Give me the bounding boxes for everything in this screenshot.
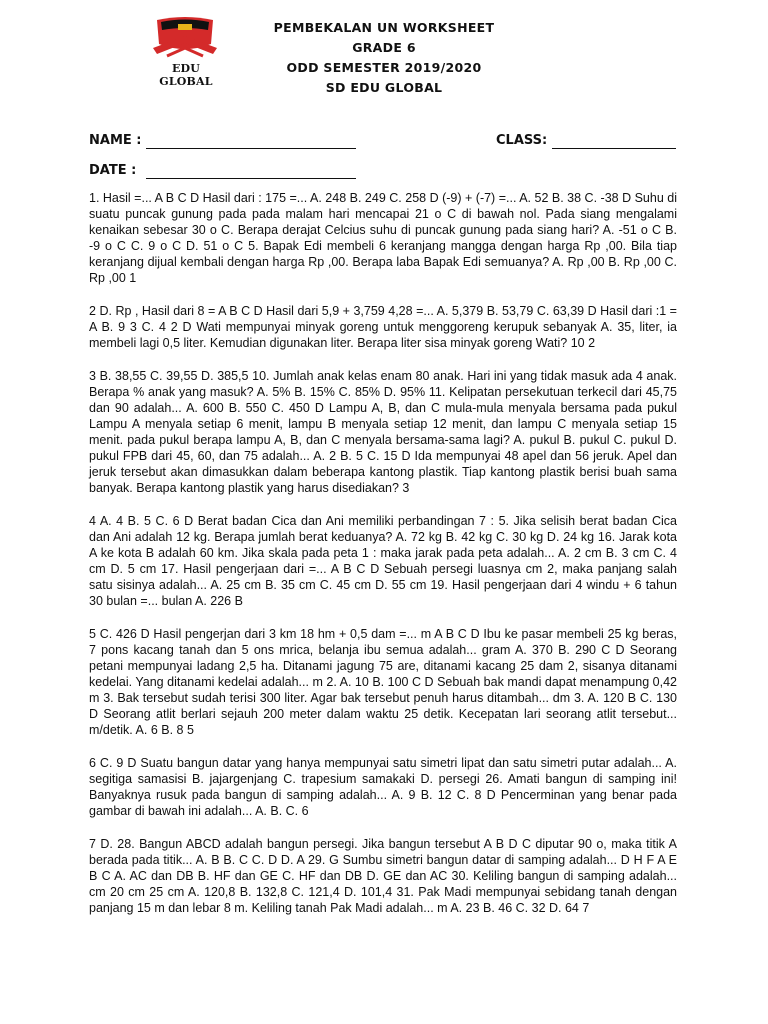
header-semester: ODD SEMESTER 2019/2020 (286, 60, 482, 75)
question-block-1: 1. Hasil =... A B C D Hasil dari : 175 =... A. 248 B. 249 C. 258 D (-9) + (-7) =... A. 52 B. 38 C. -38 D Suhu di suatu puncak gunung pada pada malam hari mencapai 21 o C di bawah nol. Pada siang mengalami kenaikan sebesar 30 o C. Berapa derajat Celcius suhu di puncak gunung pada siang hari? A. -51 o C B. -9 o C C. 9 o C D. 51 o C 5. Bapak Edi membeli 6 keranjang mangga dengan harga Rp ,00. Bila tiap keranjang dijual kembali dengan harga Rp ,00. Berapa laba Bapak Edi semuanya? A. Rp ,00 B. Rp ,00 C. Rp ,00 1 (89, 191, 677, 285)
question-block-4: 4 A. 4 B. 5 C. 6 D Berat badan Cica dan Ani memiliki perbandingan 7 : 5. Jika selisih berat badan Cica dan Ani adalah 12 kg. Berapa jumlah berat keduanya? A. 72 kg B. 42 kg C. 30 kg D. 24 kg 16. Jarak kota A ke kota B adalah 60 km. Jika skala pada peta 1 : maka jarak pada peta adalah... A. 2 cm B. 3 cm C. 4 cm D. 5 cm 17. Hasil pengerjaan dari =... A B C D Sebuah persegi luasnya cm 2, maka panjang salah satu sisinya adalah... A. 25 cm B. 35 cm C. 45 cm D. 55 cm 19. Hasil pengerjaan dari 4 windu + 6 tahun 30 bulan =... bulan A. 226 B (89, 514, 677, 608)
name-input-line[interactable] (146, 148, 356, 149)
question-block-2: 2 D. Rp , Hasil dari 8 = A B C D Hasil dari 5,9 + 3,759 4,28 =... A. 5,379 B. 53,79 C. 63,39 D Hasil dari :1 = A B. 9 3 C. 4 2 D Wati mempunyai minyak goreng untuk menggoreng kerupuk sebanyak A. 35, liter, ia membeli lagi 0,5 liter. Kemudian digunakan liter. Berapa liter sisa minyak goreng Wati? 10 2 (89, 304, 677, 350)
header-title: PEMBEKALAN UN WORKSHEET (273, 20, 495, 35)
date-label: DATE : (89, 163, 137, 178)
header-grade: GRADE 6 (352, 40, 416, 55)
header-school: SD EDU GLOBAL (325, 80, 443, 95)
question-block-3: 3 B. 38,55 C. 39,55 D. 385,5 10. Jumlah anak kelas enam 80 anak. Hari ini yang tidak masuk ada 4 anak. Berapa % anak yang masuk? A. 5% B. 15% C. 85% D. 95% 11. Kelipatan persekutuan terkecil dari 45,75 dan 90 adalah... A. 600 B. 550 C. 450 D Lampu A, B, dan C mula-mula menyala bersama pada pukul Lampu A menyala setiap 6 menit, lampu B menyala setiap 12 menit, dan lampu C menyala setiap 15 menit. pada pukul berapa lampu A, B, dan C menyala bersama-sama lagi? A. pukul B. pukul C. pukul D. pukul FPB dari 45, 60, dan 75 adalah... A. 2 B. 5 C. 15 D Ida mempunyai 48 apel dan 56 jeruk. Apel dan jeruk tersebut akan dimasukkan dalam beberapa kantong plastik. Tiap kantong plastik berisi buah sama banyak. Berapa kantong plastik yang harus disediakan? 3 (89, 369, 677, 495)
question-block-6: 6 C. 9 D Suatu bangun datar yang hanya mempunyai satu simetri lipat dan satu simetri putar adalah... A. segitiga samasisi B. jajargenjang C. trapesium samakaki D. persegi 26. Amati bangun di samping ini! Banyaknya rusuk pada bangun di samping adalah... A. 9 B. 12 C. 8 D Pencerminan yang benar pada gambar di bawah ini adalah... A. B. C. 6 (89, 756, 677, 818)
worksheet-content (89, 190, 677, 933)
name-label: NAME : (89, 133, 142, 148)
class-input-line[interactable] (552, 148, 676, 149)
question-block-7: 7 D. 28. Bangun ABCD adalah bangun persegi. Jika bangun tersebut A B D C diputar 90 o, maka titik A berada pada titik... A. B B. C C. D D. A 29. G Sumbu simetri bangun datar di samping adalah... D H F A E B C A. AC dan DB B. HF dan GE C. HF dan DB D. GE dan AC 30. Keliling bangun di samping adalah... cm 20 cm 25 cm A. 120,8 B. 132,8 C. 121,4 D. 101,4 31. Pak Madi mempunyai sebidang tanah dengan panjang 15 m dan lebar 8 m. Keliling tanah Pak Madi adalah... m A. 23 B. 46 C. 32 D. 64 7 (89, 837, 677, 915)
logo-text: EDU GLOBAL (159, 62, 213, 88)
class-label: CLASS: (496, 133, 548, 148)
question-block-5: 5 C. 426 D Hasil pengerjan dari 3 km 18 hm + 0,5 dam =... m A B C D Ibu ke pasar membeli 25 kg beras, 7 pons kacang tanah dan 5 ons mrica, belanja ibu semua adalah... gram A. 370 B. 290 C D Seorang petani mempunyai ladang 2,5 ha. Ditanami jagung 75 are, ditanami kacang 25 dam 2, sisanya ditanami kedelai. Yang ditanami kedelai adalah... m 2. A. 10 B. 100 C D Sebuah bak mandi dapat menampung 0,42 m 3. Bak tersebut sudah terisi 300 liter. Agar bak tersebut penuh harus ditambah... dm 3. A. 120 B C. 130 D Seorang atlit berlari sejauh 200 meter dalam waktu 25 detik. Kecepatan lari seorang atlit tersebut... m/detik. A. 6 B. 8 5 (89, 627, 677, 737)
date-input-line[interactable] (146, 178, 356, 179)
worksheet-header (0, 18, 768, 98)
